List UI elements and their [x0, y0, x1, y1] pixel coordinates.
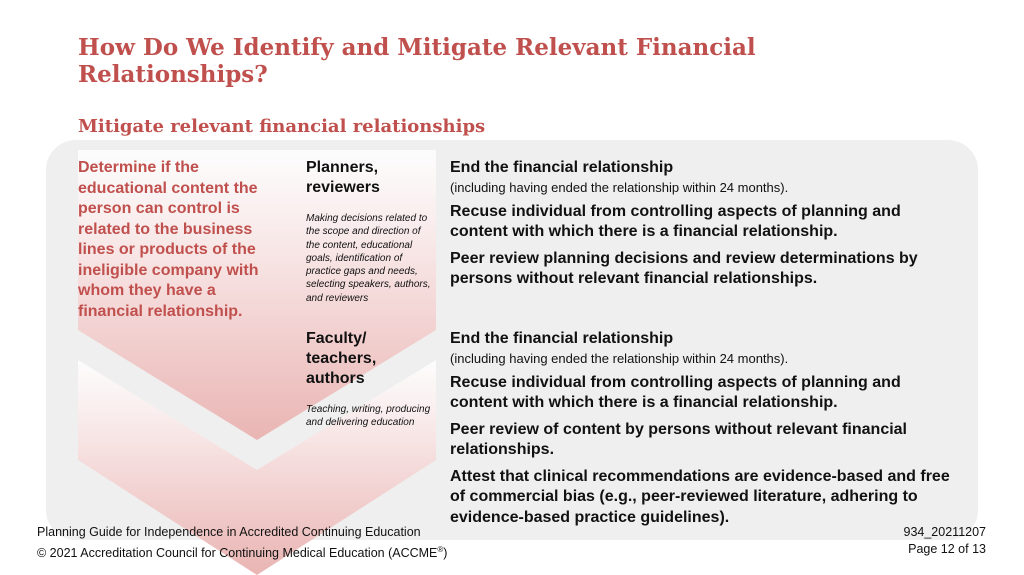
role-name: Faculty/ teachers, authors [306, 330, 377, 387]
footer-copyright [37, 541, 447, 562]
footer-guide-title: Planning Guide for Independence in Accredited Continuing Education [37, 525, 421, 539]
copyright-text: © 2021 Accreditation Council for Continuing Medical Education (ACCME [37, 546, 438, 561]
action-text: Recuse individual from controlling aspects of planning and content with which there is a financial relationship. [450, 202, 901, 240]
role-name: Planners, reviewers [306, 159, 380, 196]
lead-statement: Determine if the educational content the person can control is related to the business lines or products of the ineligible company with whom they have a financial relationship. [78, 159, 259, 320]
action-item [450, 373, 955, 414]
action-item [450, 467, 955, 529]
registered-mark: ® [437, 545, 444, 554]
role-description: Making decisions related to the scope and direction of the content, educational goals, identification of practice gaps and needs, selecting speakers, authors, and reviewers [306, 213, 431, 304]
footer-left [37, 524, 447, 562]
role-planners [306, 158, 436, 305]
action-text: Attest that clinical recommendations are evidence-based and free of commercial bias (e.g., peer-reviewed literature, adhering to evidence-based practice guidelines). [450, 467, 950, 526]
action-item [450, 249, 955, 290]
action-text: End the financial relationship [450, 159, 674, 176]
action-text: Peer review planning decisions and review determinations by persons without relevant financial relationships. [450, 249, 918, 287]
role-description: Teaching, writing, producing and delivering education [306, 404, 431, 429]
action-text: End the financial relationship [450, 330, 674, 347]
action-note: (including having ended the relationship within 24 months). [450, 179, 789, 195]
actions-planners [450, 158, 955, 296]
action-item [450, 420, 955, 461]
action-item [450, 202, 955, 243]
slide-subtitle: Mitigate relevant financial relationships [78, 116, 486, 137]
page-number: Page 12 of 13 [908, 542, 986, 556]
actions-faculty [450, 329, 955, 534]
action-note: (including having ended the relationship within 24 months). [450, 350, 789, 366]
action-item [450, 329, 955, 367]
copyright-close: ) [443, 546, 448, 561]
footer-right [904, 524, 987, 558]
slide-title: How Do We Identify and Mitigate Relevant Financial Relationships? [78, 34, 756, 88]
action-text: Peer review of content by persons without relevant financial relationships. [450, 420, 907, 458]
action-text: Recuse individual from controlling aspects of planning and content with which there is a financial relationship. [450, 373, 901, 411]
role-faculty [306, 329, 436, 430]
action-item [450, 158, 955, 196]
document-id: 934_20211207 [903, 525, 986, 539]
